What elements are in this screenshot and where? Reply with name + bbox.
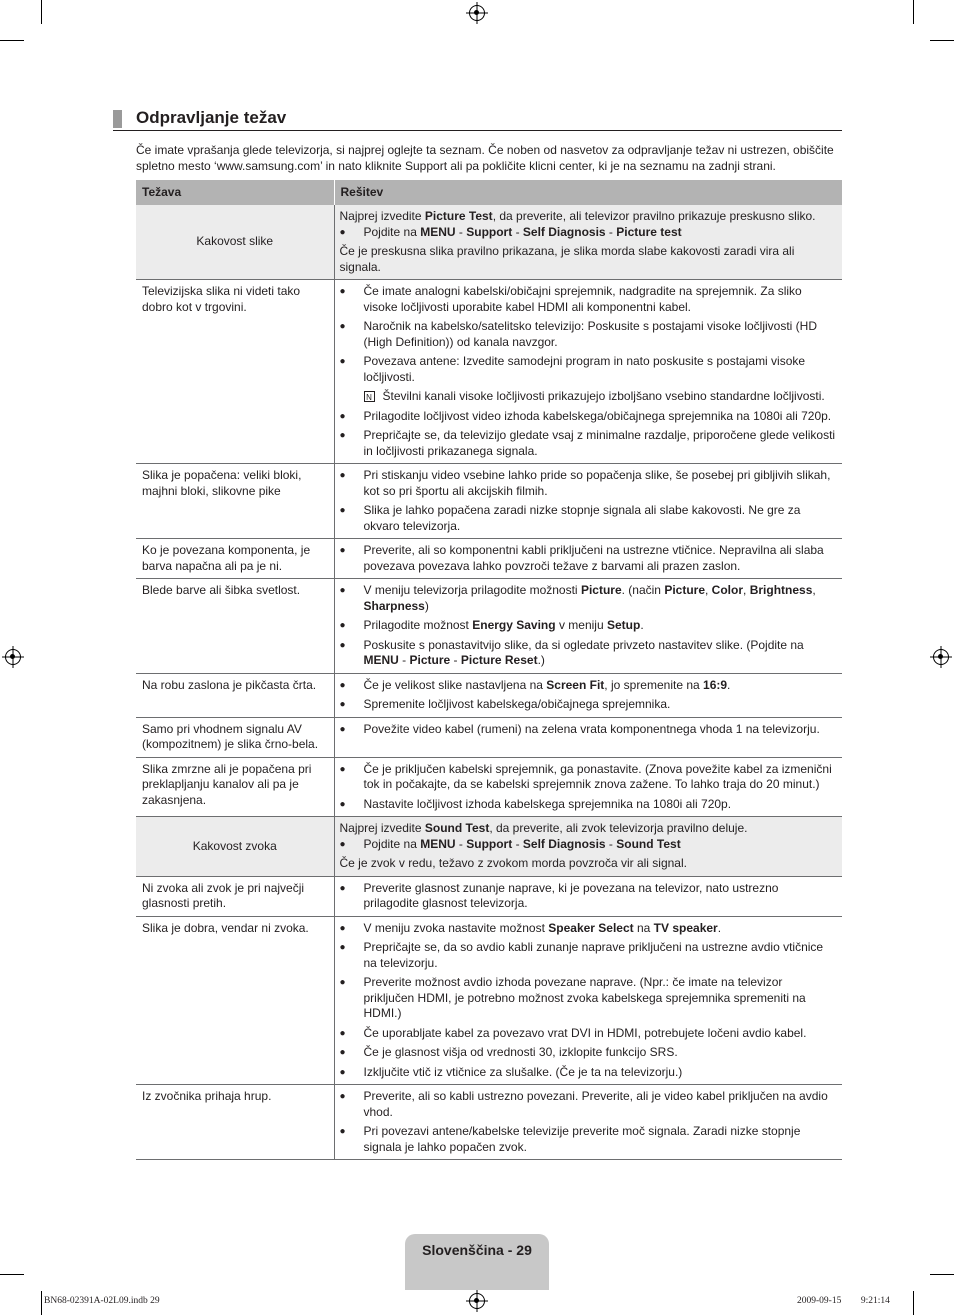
solution-bullet: ● Povezava antene: Izvedite samodejni program in nato poskusite s postajami visoke ločljivosti.	[339, 354, 806, 384]
column-header-solution: Rešitev	[334, 180, 842, 205]
solution-bullet: ● Preverite, ali so komponentni kabli priključeni na ustrezne vtičnice. Nepravilna ali slaba povezava povezava lahko povzroči težave z barvami ali prazen zaslon.	[339, 543, 824, 573]
solution-bullet: ● Prepričajte se, da televizijo gledate vsaj z minimalne razdalje, priporočene glede velikosti in ločljivosti prikazanega signala.	[339, 428, 836, 458]
solution-bullet: ● Povežite video kabel (rumeni) na zelena vrata komponentnega vhoda 1 na televizorju.	[339, 721, 820, 736]
bullet-icon: ●	[339, 1066, 346, 1078]
table-row	[136, 817, 842, 877]
crop-mark	[913, 0, 914, 24]
bullet-icon: ●	[339, 679, 346, 691]
solution-paragraph: Če je zvok v redu, težavo z zvokom morda povzroča vir ali signal.	[339, 856, 687, 870]
bullet-icon: ●	[339, 356, 346, 367]
table-row	[136, 673, 842, 717]
solution-paragraph: Če je preskusna slika pravilno prikazana, je slika morda slabe kakovosti zaradi vira ali signala.	[339, 244, 795, 274]
solution-bullet: ● Preverite možnost avdio izhoda povezane naprave. (Npr.: če imate na televizor priključen HDMI, je potrebno možnost zvoka kabelskega sprejemnika spremeniti na HDMI.)	[339, 975, 806, 1020]
solution-bullet: ● Pojdite na MENU - Support - Self Diagnosis - Sound Test	[339, 836, 681, 851]
table-row	[136, 717, 842, 757]
table-row	[136, 876, 842, 916]
bullet-icon: ●	[339, 505, 346, 516]
solution-bullet: ● Preverite, ali so kabli ustrezno povezani. Preverite, ali je video kabel priključen na avdio vhod.	[339, 1089, 828, 1119]
problem-cell: Na robu zaslona je pikčasta črta.	[136, 673, 334, 717]
bullet-icon: ●	[339, 1126, 346, 1137]
troubleshooting-table	[136, 180, 842, 1160]
bullet-icon: ●	[339, 585, 346, 596]
bullet-icon: ●	[339, 922, 346, 934]
bullet-icon: ●	[339, 286, 346, 297]
table-row	[136, 757, 842, 817]
solution-cell	[334, 579, 842, 674]
solution-bullet: ● Če imate analogni kabelski/običajni sprejemnik, nadgradite na sprejemnik. Za sliko visoke ločljivosti uporabite kabel HDMI ali komponentni kabel.	[339, 284, 802, 314]
problem-cell: Slika je dobra, vendar ni zvoka.	[136, 916, 334, 1085]
solution-bullet: ● Spremenite ločljivost kabelskega/običajnega sprejemnika.	[339, 697, 671, 711]
problem-cell: Samo pri vhodnem signalu AV (kompozitnem) je slika črno-bela.	[136, 717, 334, 757]
solution-bullet: ● Pri stiskanju video vsebine lahko pride so popačenja slike, še posebej pri gibljivih slikah, kot so pri športu ali akcijskih filmih.	[339, 468, 831, 498]
section-header	[113, 108, 842, 131]
bullet-icon: ●	[339, 798, 346, 810]
solution-bullet: ● Če uporabljate kabel za povezavo vrat DVI in HDMI, potrebujete ločeni avdio kabel.	[339, 1025, 807, 1040]
bullet-icon: ●	[339, 1027, 346, 1039]
solution-cell	[334, 673, 842, 717]
bullet-icon: ●	[339, 620, 346, 631]
bullet-icon: ●	[339, 882, 346, 894]
crop-mark	[913, 1291, 914, 1315]
solution-bullet: ● Preverite glasnost zunanje naprave, ki je povezana na televizor, nato ustrezno prilagodite glasnost televizorja.	[339, 880, 779, 910]
registration-mark-icon	[5, 649, 21, 665]
solution-cell	[334, 876, 842, 916]
problem-cell: Televizijska slika ni videti tako dobro kot v trgovini.	[136, 280, 334, 464]
solution-cell	[334, 1085, 842, 1160]
solution-bullet: ● Prilagodite možnost Energy Saving v meniju Setup.	[339, 618, 644, 632]
solution-bullet: ● Slika je lahko popačena zaradi nizke stopnje signala ali slabe kakovosti. Ne gre za okvaro televizorja.	[339, 503, 801, 533]
note-icon: N	[364, 391, 375, 402]
problem-cell: Blede barve ali šibka svetlost.	[136, 579, 334, 674]
problem-cell: Slika je popačena: veliki bloki, majhni bloki, slikovne pike	[136, 464, 334, 539]
crop-mark	[41, 1291, 42, 1315]
bullet-icon: ●	[339, 838, 346, 850]
solution-cell	[334, 757, 842, 817]
problem-cell: Kakovost zvoka	[136, 817, 334, 877]
solution-cell	[334, 205, 842, 280]
table-row	[136, 280, 842, 464]
bullet-icon: ●	[339, 1047, 346, 1058]
table-row	[136, 1085, 842, 1160]
crop-mark	[41, 0, 42, 24]
crop-mark	[0, 1274, 24, 1275]
solution-bullet: ● Nastavite ločljivost izhoda kabelskega sprejemnika na 1080i ali 720p.	[339, 796, 732, 811]
bullet-icon: ●	[339, 321, 346, 332]
registration-mark-icon	[469, 1293, 485, 1309]
solution-cell	[334, 464, 842, 539]
solution-bullet: ● Pri povezavi antene/kabelske televizije preverite moč signala. Zaradi nizke stopnje signala je lahko popačen zvok.	[339, 1124, 801, 1154]
solution-note: N Številni kanali visoke ločljivosti prikazujejo izboljšano vsebino standardne ločljivosti.	[340, 389, 837, 405]
solution-cell	[334, 280, 842, 464]
solution-bullet: ● Če je priključen kabelski sprejemnik, ga ponastavite. (Znova povežite kabel za izmenični tok in počakajte, da se kabelski sprejemnik znova zažene. To lahko traja do 20 minut.)	[339, 761, 832, 791]
bullet-icon: ●	[339, 1091, 346, 1102]
solution-paragraph: Najprej izvedite Picture Test, da preverite, ali televizor pravilno prikazuje preskusno sliko.	[339, 209, 816, 223]
print-slug-date: 2009-09-15 ￿￿ 9:21:14	[797, 1296, 890, 1306]
bullet-icon: ●	[339, 699, 346, 710]
solution-cell	[334, 916, 842, 1085]
solution-bullet: ● Naročnik na kabelsko/satelitsko televizijo: Poskusite s postajami visoke ločljivosti (HD (High Definition)) od kanala navzgor.	[339, 319, 818, 349]
table-row	[136, 916, 842, 1085]
bullet-icon: ●	[339, 942, 346, 953]
solution-bullet: ● Prepričajte se, da so avdio kabli zunanje naprave priključeni na ustrezne avdio vtičnice na televizorju.	[339, 940, 824, 970]
intro-paragraph: Če imate vprašanja glede televizorja, si najprej oglejte ta seznam. Če noben od nasvetov za odpravljanje težav ni ustrezen, obiščite spletno mesto ‘www.samsung.com’ in nato kliknite Support ali pa pokličite klicni center, ki je na seznamu na zadnji strani.	[136, 143, 834, 173]
solution-bullet: ● V meniju zvoka nastavite možnost Speaker Select na TV speaker.	[339, 920, 722, 935]
crop-mark	[0, 40, 24, 41]
solution-paragraph: Najprej izvedite Sound Test, da preverite, ali zvok televizorja pravilno deluje.	[339, 821, 748, 835]
solution-bullet: ● Če je velikost slike nastavljena na Screen Fit, jo spremenite na 16:9.	[339, 677, 731, 692]
table-body	[136, 205, 842, 1160]
problem-cell: Ko je povezana komponenta, je barva napačna ali pa je ni.	[136, 539, 334, 579]
column-header-problem: Težava	[136, 180, 334, 205]
page-title: Odpravljanje težav	[136, 108, 287, 127]
table-row	[136, 539, 842, 579]
print-slug-file: BN68-02391A-02L09.indb 29	[44, 1296, 160, 1306]
page-number-tab	[405, 1234, 549, 1290]
solution-cell	[334, 717, 842, 757]
bullet-icon: ●	[339, 226, 346, 238]
bullet-icon: ●	[339, 545, 346, 556]
page-number: Slovenščina - 29	[422, 1242, 532, 1258]
crop-mark	[930, 40, 954, 41]
bullet-icon: ●	[339, 470, 346, 481]
table-row	[136, 464, 842, 539]
bullet-icon: ●	[339, 639, 346, 651]
solution-bullet: ● Izključite vtič iz vtičnice za slušalke. (Če je ta na televizorju.)	[339, 1064, 683, 1079]
title-bar-marker	[113, 110, 122, 128]
table-row	[136, 205, 842, 280]
solution-bullet: ● V meniju televizorja prilagodite možnosti Picture. (način Picture, Color, Brightness, Sharpness)	[339, 583, 816, 613]
bullet-icon: ●	[339, 430, 346, 441]
bullet-icon: ●	[339, 977, 346, 988]
solution-cell	[334, 539, 842, 579]
bullet-icon: ●	[339, 410, 346, 422]
solution-bullet: ● Prilagodite ločljivost video izhoda kabelskega/običajnega sprejemnika na 1080i ali 720p.	[339, 408, 832, 423]
solution-bullet: ● Če je glasnost višja od vrednosti 30, izklopite funkcijo SRS.	[339, 1045, 678, 1059]
table-row	[136, 579, 842, 674]
registration-mark-icon	[933, 649, 949, 665]
problem-cell: Ni zvoka ali zvok je pri največji glasnosti pretih.	[136, 876, 334, 916]
solution-bullet: ● Pojdite na MENU - Support - Self Diagnosis - Picture test	[339, 224, 682, 239]
registration-mark-icon	[469, 5, 485, 21]
solution-bullet: ● Poskusite s ponastavitvijo slike, da si ogledate privzeto nastavitev slike. (Pojdite na MENU - Picture - Picture Reset.)	[339, 637, 804, 667]
crop-mark	[930, 1274, 954, 1275]
problem-cell: Iz zvočnika prihaja hrup.	[136, 1085, 334, 1160]
problem-cell: Kakovost slike	[136, 205, 334, 280]
bullet-icon: ●	[339, 763, 346, 775]
problem-cell: Slika zmrzne ali je popačena pri preklapljanju kanalov ali pa je zakasnjena.	[136, 757, 334, 817]
solution-cell	[334, 817, 842, 877]
bullet-icon: ●	[339, 723, 346, 735]
